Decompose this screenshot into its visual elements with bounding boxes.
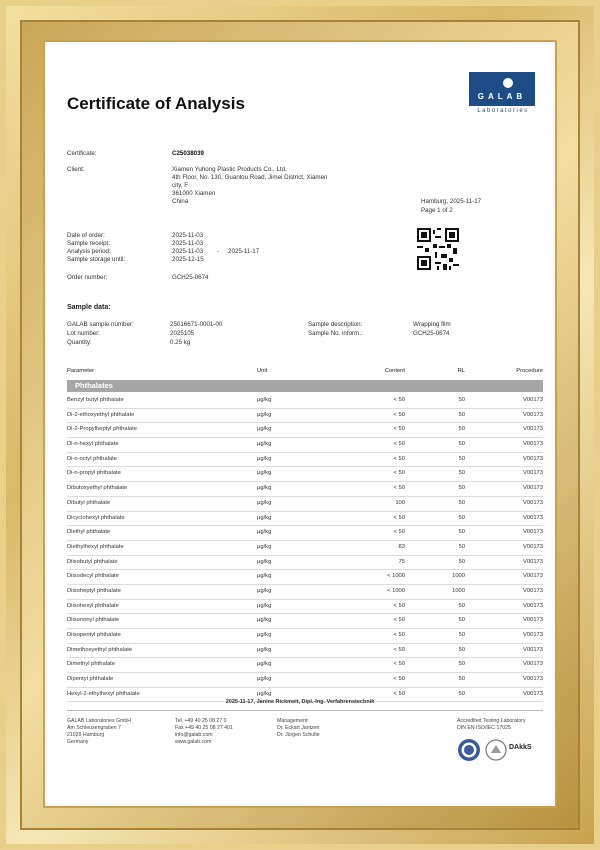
cell-unit: µg/kg (257, 617, 272, 624)
cell-content: < 50 (393, 617, 405, 624)
cell-unit: µg/kg (257, 514, 272, 521)
cell-unit: µg/kg (257, 587, 272, 594)
document-title: Certificate of Analysis (67, 94, 245, 113)
analysis-period-start: 2025-11-03 (172, 248, 204, 255)
table-row (67, 541, 543, 556)
cell-content: < 50 (393, 529, 405, 536)
cell-procedure: V00173 (523, 455, 543, 462)
sample-no: GCH25-0674 (413, 330, 450, 337)
cell-rl: 50 (458, 558, 465, 565)
sample-no-label: Sample No. inform.: (308, 330, 363, 337)
cell-content: < 50 (393, 441, 405, 448)
cell-content: < 50 (393, 411, 405, 418)
footer-line: info@galab.com (175, 732, 213, 738)
cell-procedure: V00173 (523, 485, 543, 492)
table-row (67, 453, 543, 468)
galab-sample-number: 25016671-0001-00 (170, 321, 223, 328)
cell-unit: µg/kg (257, 426, 272, 433)
cell-unit: µg/kg (257, 485, 272, 492)
sample-receipt-label: Sample receipt: (67, 240, 110, 247)
cell-unit: µg/kg (257, 499, 272, 506)
analysis-period-label: Analysis period: (67, 248, 111, 255)
cell-procedure: V00173 (523, 529, 543, 536)
footer-line: Tel. +49 40 25 08 27 0 (175, 718, 227, 724)
cell-parameter: Dicyclohexyl phthalate (67, 514, 125, 521)
cell-procedure: V00173 (523, 426, 543, 433)
cell-unit: µg/kg (257, 441, 272, 448)
cell-rl: 50 (458, 617, 465, 624)
cell-content: < 50 (393, 690, 405, 697)
cell-rl: 50 (458, 543, 465, 550)
cell-parameter: Di-n-propyl phthalate (67, 470, 121, 477)
galab-sample-number-label: GALAB sample number: (67, 321, 134, 328)
cell-procedure: V00173 (523, 558, 543, 565)
cell-parameter: Dimethoxyethyl phthalate (67, 646, 133, 653)
cell-procedure: V00173 (523, 499, 543, 506)
header-rl: RL (457, 368, 465, 374)
quantity: 0.25 kg (170, 339, 191, 346)
cell-parameter: Di-n-octyl phthalate (67, 455, 117, 462)
sample-data-heading: Sample data: (67, 304, 111, 311)
storage-until: 2025-12-15 (172, 256, 204, 263)
cell-parameter: Diisohexyl phthalate (67, 602, 119, 609)
table-row (67, 600, 543, 615)
cell-procedure: V00173 (523, 646, 543, 653)
cell-content: < 50 (393, 426, 405, 433)
dakks-emblem-icon (485, 739, 507, 761)
cell-unit: µg/kg (257, 573, 272, 580)
cell-rl: 1000 (452, 573, 465, 580)
cell-rl: 50 (458, 514, 465, 521)
cell-parameter: Dimethyl phthalate (67, 661, 116, 668)
cell-procedure: V00173 (523, 411, 543, 418)
cell-unit: µg/kg (257, 455, 272, 462)
cell-rl: 50 (458, 632, 465, 638)
cell-rl: 50 (458, 690, 465, 697)
page-number: Page 1 of 2 (421, 207, 453, 214)
galab-logo (463, 70, 543, 120)
certificate-page (45, 42, 555, 806)
table-row (67, 482, 543, 497)
cell-content: < 50 (393, 661, 405, 668)
header-unit: Unit (257, 368, 268, 374)
group-label: Phthalates (75, 381, 113, 390)
cell-rl: 50 (458, 499, 465, 506)
header-parameter: Parameter (67, 368, 95, 374)
footer-line: Accredited Testing Laboratory (457, 718, 526, 724)
table-row (67, 467, 543, 482)
cell-procedure: V00173 (523, 543, 543, 550)
footer-contact (175, 718, 233, 746)
cell-rl: 50 (458, 441, 465, 448)
client-line-4: 361000 Xiamen (172, 190, 216, 197)
cell-procedure: V00173 (523, 690, 543, 697)
cell-parameter: Dibutyl phthalate (67, 499, 111, 506)
cell-parameter: Diisodecyl phthalate (67, 573, 119, 580)
sample-description-label: Sample description: (308, 321, 363, 328)
cell-procedure: V00173 (523, 676, 543, 683)
cell-unit: µg/kg (257, 602, 272, 609)
cell-content: < 1000 (387, 587, 405, 594)
cell-unit: µg/kg (257, 558, 272, 565)
footer-line: Fax +49 40 25 08 27 401 (175, 725, 233, 731)
cell-content: < 50 (393, 470, 405, 477)
cell-content: < 1000 (387, 573, 405, 580)
logo-subtitle: Laboratories (477, 108, 529, 114)
table-header (67, 368, 543, 378)
client-line-2: 4th Floor, No. 130, Guanlou Road, Jimei District, Xiamen (172, 174, 328, 181)
footer-line: Am Schleusengraben 7 (67, 725, 121, 731)
results-table (67, 394, 543, 702)
cell-content: 75 (398, 558, 405, 565)
cell-content: 100 (395, 499, 405, 506)
cell-unit: µg/kg (257, 690, 272, 697)
sample-receipt: 2025-11-03 (172, 240, 204, 247)
cell-parameter: Diisobutyl phthalate (67, 558, 118, 565)
cell-rl: 50 (458, 646, 465, 653)
footer-divider (67, 710, 543, 711)
client-label: Client: (67, 166, 85, 173)
date-of-order: 2025-11-03 (172, 232, 204, 239)
cell-procedure: V00173 (523, 602, 543, 609)
cell-rl: 50 (458, 470, 465, 477)
cell-content: < 50 (393, 455, 405, 462)
analysis-period-separator: - (217, 248, 220, 255)
cell-rl: 1000 (452, 587, 465, 594)
cell-rl: 50 (458, 411, 465, 418)
cell-unit: µg/kg (257, 543, 272, 550)
footer-line: Dr. Jürgen Schulte (277, 732, 320, 738)
accreditation-seal-icon (457, 738, 481, 762)
analysis-period-end: 2025-11-17 (228, 248, 260, 255)
cell-parameter: Di-n-hexyl phthalate (67, 441, 119, 448)
cell-rl: 50 (458, 661, 465, 668)
header-procedure: Procedure (516, 368, 543, 374)
footer-address (67, 718, 131, 746)
footer-line: Management: (277, 718, 309, 724)
table-row (67, 512, 543, 527)
table-row (67, 497, 543, 512)
date-of-order-label: Date of order: (67, 232, 105, 239)
cell-procedure: V00173 (523, 514, 543, 521)
cell-parameter: Dipentyl phthalate (67, 676, 114, 683)
qr-code-icon (417, 228, 459, 270)
cell-rl: 50 (458, 602, 465, 609)
cell-procedure: V00173 (523, 397, 543, 403)
place-date: Hamburg, 2025-11-17 (421, 198, 482, 205)
quantity-label: Quantity: (67, 339, 92, 346)
cell-parameter: Diethylhexyl phthalate (67, 543, 124, 550)
client-line-1: Xiamen Yuhong Plastic Products Co., Ltd. (172, 166, 287, 173)
cell-content: < 50 (393, 646, 405, 653)
cell-procedure: V00173 (523, 441, 543, 448)
header-content: Content (384, 368, 405, 374)
footer-management (277, 718, 320, 739)
client-line-3: city, F (172, 182, 189, 189)
cell-rl: 50 (458, 485, 465, 492)
cell-content: < 50 (393, 485, 405, 492)
client-line-5: China (172, 198, 189, 205)
cell-content: < 50 (393, 676, 405, 683)
certificate-label: Certificate: (67, 150, 97, 157)
table-row (67, 644, 543, 659)
cell-unit: µg/kg (257, 632, 272, 638)
cell-parameter: Di-2-ethoxyethyl phthalate (67, 411, 135, 418)
cell-rl: 50 (458, 397, 465, 403)
cell-procedure: V00173 (523, 617, 543, 624)
cell-parameter: Dibutoxyethyl phthalate (67, 485, 128, 492)
sample-description: Wrapping film (413, 321, 451, 328)
storage-label: Sample storage until: (67, 256, 126, 263)
cell-unit: µg/kg (257, 411, 272, 418)
group-bar-phthalates (67, 380, 543, 392)
dakks-label: DAkkS (509, 744, 532, 751)
lot-number-label: Lot number: (67, 330, 101, 337)
table-row (67, 556, 543, 571)
table-row (67, 673, 543, 688)
cell-unit: µg/kg (257, 676, 272, 683)
table-row (67, 409, 543, 424)
logo-dot-icon (503, 78, 513, 88)
table-row (67, 614, 543, 629)
cell-procedure: V00173 (523, 632, 543, 638)
cell-unit: µg/kg (257, 470, 272, 477)
footer-line: DIN EN ISO/IEC 17025 (457, 725, 511, 731)
cell-parameter: Hexyl-2-ethylhexyl phthalate (67, 690, 140, 697)
table-row (67, 438, 543, 453)
cell-parameter: Diisoheptyl phthalate (67, 587, 121, 594)
cell-parameter: Di-2-Propylheptyl phthalate (67, 426, 137, 433)
cell-content: < 50 (393, 632, 405, 638)
cell-parameter: Diisopentyl phthalate (67, 632, 121, 638)
table-row (67, 570, 543, 585)
table-row (67, 629, 543, 644)
cell-parameter: Diisononyl phthalate (67, 617, 120, 624)
footer-line: www.galab.com (175, 739, 212, 745)
footer-line: GALAB Laboratories GmbH (67, 718, 132, 724)
footer-line: Dr. Eckart Jantzen (277, 725, 320, 731)
cell-unit: µg/kg (257, 529, 272, 536)
cell-procedure: V00173 (523, 661, 543, 668)
cell-content: < 50 (393, 514, 405, 521)
cell-unit: µg/kg (257, 646, 272, 653)
cell-procedure: V00173 (523, 587, 543, 594)
dakks-badge (485, 739, 545, 761)
cell-parameter: Diethyl phthalate (67, 529, 111, 536)
cell-parameter: Benzyl butyl phthalate (67, 397, 124, 403)
footer-line: Germany (67, 739, 89, 745)
table-row (67, 423, 543, 438)
certificate-number: C25038039 (172, 150, 204, 157)
signature-line: 2025-11-17, Janine Rickmeit, Dipl.-Ing. Verfahrenstechnik (225, 699, 375, 705)
logo-word: GALAB (477, 92, 527, 101)
cell-content: < 50 (393, 397, 405, 403)
footer-line: 21029 Hamburg (67, 732, 105, 738)
table-row (67, 394, 543, 409)
cell-unit: µg/kg (257, 397, 272, 403)
cell-content: < 50 (393, 602, 405, 609)
lot-number: 2025105 (170, 330, 195, 337)
cell-content: 83 (398, 543, 405, 550)
footer-accreditation (457, 718, 526, 732)
table-row (67, 658, 543, 673)
cell-rl: 50 (458, 529, 465, 536)
table-row (67, 585, 543, 600)
cell-procedure: V00173 (523, 573, 543, 580)
order-number: GCH25-0674 (172, 274, 209, 281)
cell-unit: µg/kg (257, 661, 272, 668)
table-row (67, 526, 543, 541)
cell-rl: 50 (458, 676, 465, 683)
cell-rl: 50 (458, 455, 465, 462)
cell-rl: 50 (458, 426, 465, 433)
cell-procedure: V00173 (523, 470, 543, 477)
order-number-label: Order number: (67, 274, 108, 281)
